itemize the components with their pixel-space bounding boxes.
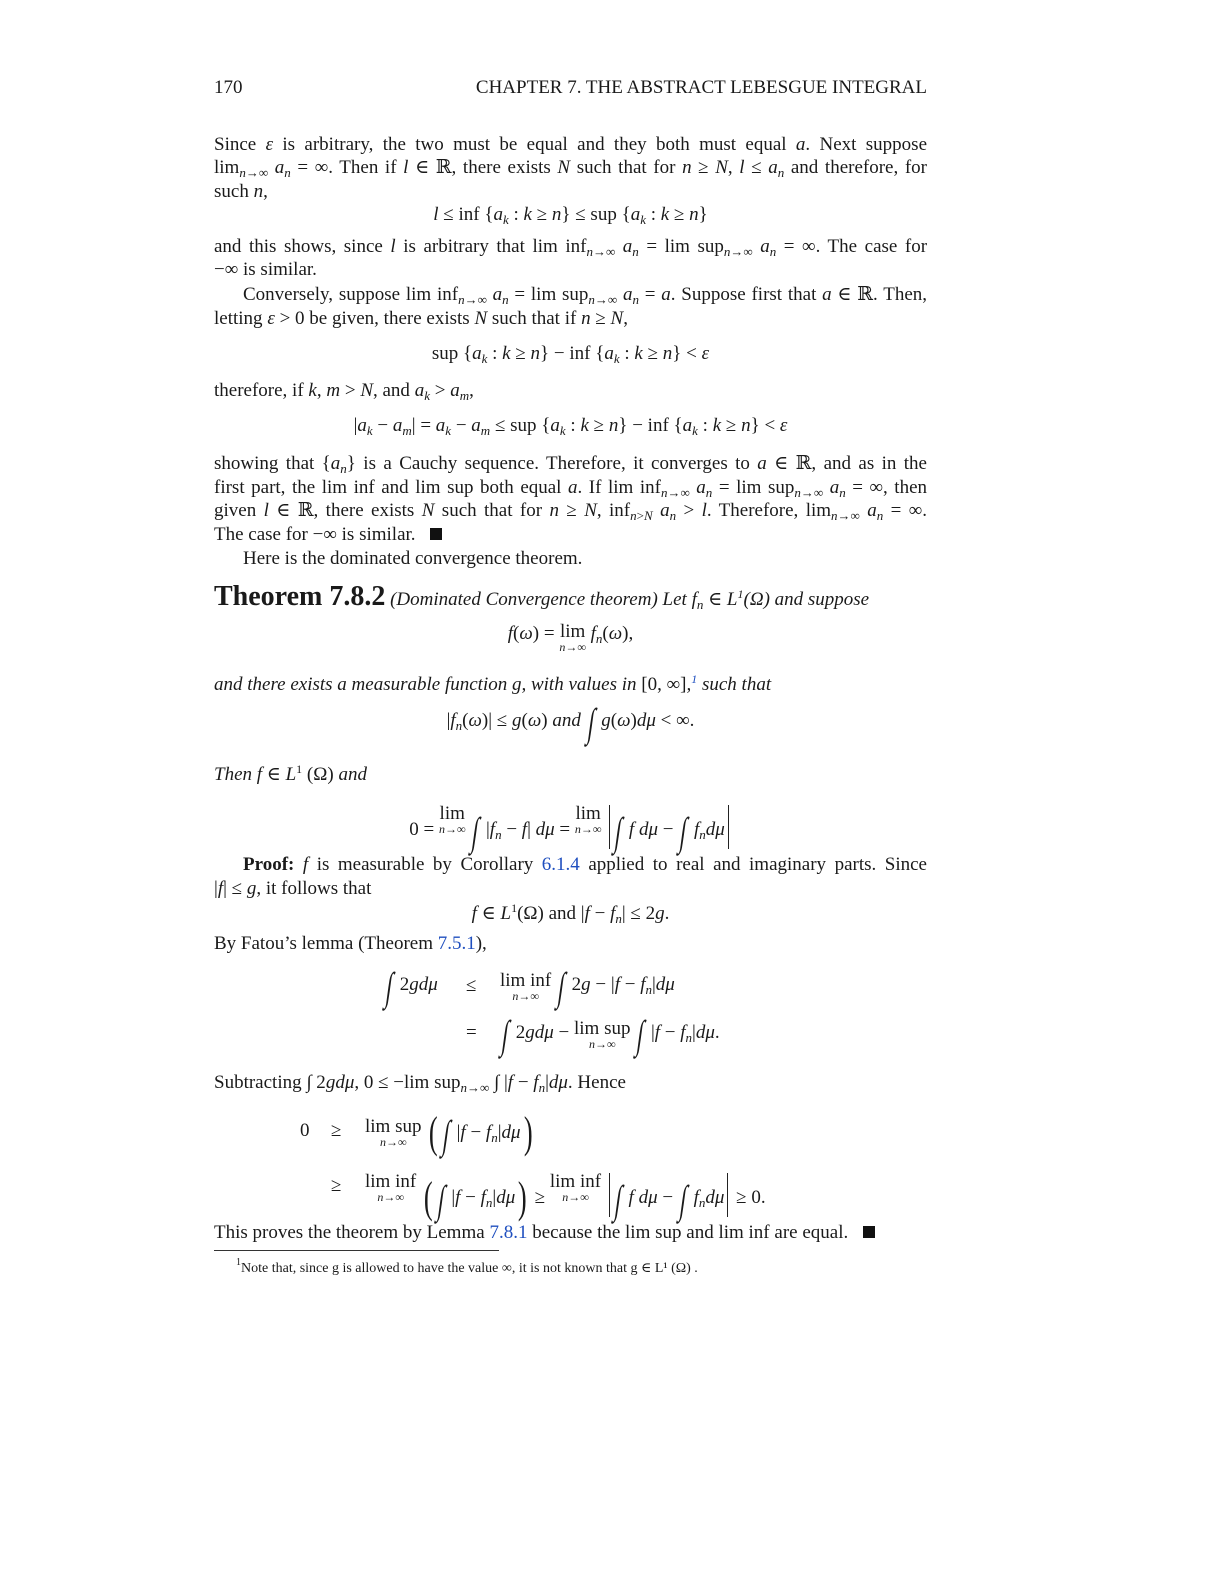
footnote-text: Note that, since g is allowed to have the value ∞, it is not known that g ∈ L¹ (Ω) . [241, 1261, 698, 1276]
proof-text: |f| ≤ g, it follows that [214, 878, 372, 899]
equation: ≥ [331, 1120, 342, 1141]
lemma-link[interactable]: 7.8.1 [489, 1222, 528, 1243]
body-text: −∞ is similar. [214, 259, 317, 280]
footnote-rule [214, 1250, 499, 1251]
page-number: 170 [214, 77, 243, 98]
equation: sup {$a_k$ : k ≥ n} − inf {$a_k$ : k ≥ n} < ε [431, 343, 710, 366]
body-text: Conversely, suppose lim inf$_{n\to\infty}$ $a_n = \lim sup_{n\to\infty}$ $a_n = a$. Suppose first that a ∈ ℝ. Then, [243, 284, 928, 307]
theorem-text: and there exists a measurable function g, with values in [0, ∞],$^1$ such that [214, 672, 772, 695]
equation: ∫ 2gdμ [383, 964, 438, 1009]
body-text: Since ε is arbitrary, the two must be equal and they both must equal a. Next suppose [214, 134, 927, 155]
footnote [236, 1257, 698, 1277]
body-text: Here is the dominated convergence theorem. [243, 548, 583, 569]
running-title: CHAPTER 7. THE ABSTRACT LEBESGUE INTEGRAL [475, 77, 927, 98]
proof-text: By Fatou’s lemma (Theorem 7.5.1), [214, 933, 487, 954]
equation: f ∈ $L^1(\Omega)$ and $|f - f_n| \le 2g$. [471, 901, 670, 926]
footnote-mark: 1 [236, 1257, 241, 1268]
body-text: given l ∈ ℝ, there exists N such that for n ≥ N, inf$_{n>N}$ $a_n > l$. Therefore, $\lim_{n\to\infty} a_n$ = ∞. [214, 500, 928, 523]
proof-text: Subtracting ∫ 2gdμ, 0 ≤ −lim sup$_{n\to\infty}$ ∫ $|f - f_n|d\mu$. Hence [214, 1072, 626, 1095]
qed-square [430, 528, 442, 540]
equation: ≥ [331, 1175, 342, 1196]
equation: lim sup n→∞ (∫ $|f - f_n|d\mu$) [365, 1108, 533, 1157]
body-text: and this shows, since l is arbitrary that lim inf$_{n\to\infty}$ $a_n = \lim sup_{n\to\infty}$ $a_n$ = ∞. The case for [214, 236, 928, 259]
corollary-link[interactable]: 6.1.4 [541, 854, 580, 875]
body-text: therefore, if k, m > N, and $a_k > a_m$, [214, 380, 474, 403]
body-text: letting ε > 0 be given, there exists N such that if n ≥ N, [214, 308, 628, 329]
equation: l ≤ inf {$a_k$ : k ≥ n} ≤ sup {$a_k$ : k ≥ n} [433, 204, 708, 227]
theorem-text: Then f ∈ $L^1$ (Ω) and [214, 762, 367, 785]
equation: 0 [300, 1120, 310, 1141]
proof-text: This proves the theorem by Lemma 7.8.1 because the lim sup and lim inf are equal. [214, 1221, 927, 1244]
theorem-label: Theorem 7.8.2 [214, 581, 386, 612]
equation: $|a_k - a_m| = a_k - a_m$ ≤ sup {$a_k$ : k ≥ n} − inf {$a_k$ : k ≥ n} < ε [353, 415, 788, 438]
qed-square [863, 1226, 875, 1238]
body-text: such n, [214, 181, 268, 202]
equation: 0 = lim n→∞ ∫ $|f_n - f|$ dμ = lim n→∞ ∫ f dμ − ∫ $f_nd\mu$ [214, 805, 927, 849]
proof-text: Proof: f is measurable by Corollary 6.1.4 applied to real and imaginary parts. Since [243, 854, 927, 875]
equation: = [466, 1022, 477, 1043]
footnote-link[interactable]: 1 [691, 672, 698, 686]
equation: ∫ 2gdμ − lim sup n→∞ ∫ $|f - f_n|d\mu$. [499, 1012, 720, 1057]
theorem-statement: Theorem 7.8.2 (Dominated Convergence theorem) Let $f_n$ ∈ $L^1(\Omega)$ and suppose [214, 581, 870, 612]
equation: f(ω) = lim n→∞ $f_n(\omega)$, [507, 621, 634, 654]
body-text: first part, the lim inf and lim sup both equal a. If lim inf$_{n\to\infty}$ $a_n = \lim sup_{n\to\infty}$ $a_n$ = ∞, then [214, 477, 928, 500]
equation: $|f_n(\omega)| \le g(\omega)$ and ∫ g(ω)dμ < ∞. [446, 700, 695, 745]
equation: lim inf n→∞ (∫ $|f - f_n|d\mu) \ge \lim$ inf n→∞ ∫ f dμ − ∫ $f_nd\mu \ge 0$. [365, 1171, 766, 1222]
body-text: showing that $\{a_n\}$ is a Cauchy sequence. Therefore, it converges to a ∈ ℝ, and as in the [214, 453, 927, 476]
body-text: $\lim_{n\to\infty} a_n$ = ∞. Then if l ∈ ℝ, there exists N such that for n ≥ N, $l \le a_n$ and therefore, for [214, 157, 928, 180]
equation: lim inf n→∞ ∫ $2g - |f - f_n|d\mu$ [500, 964, 675, 1009]
equation: ≤ [466, 975, 477, 996]
fatou-link[interactable]: 7.5.1 [437, 933, 476, 954]
proof-label: Proof: [243, 854, 295, 875]
theorem-name: (Dominated Convergence theorem) [390, 589, 658, 610]
body-text: The case for −∞ is similar. [214, 523, 927, 546]
